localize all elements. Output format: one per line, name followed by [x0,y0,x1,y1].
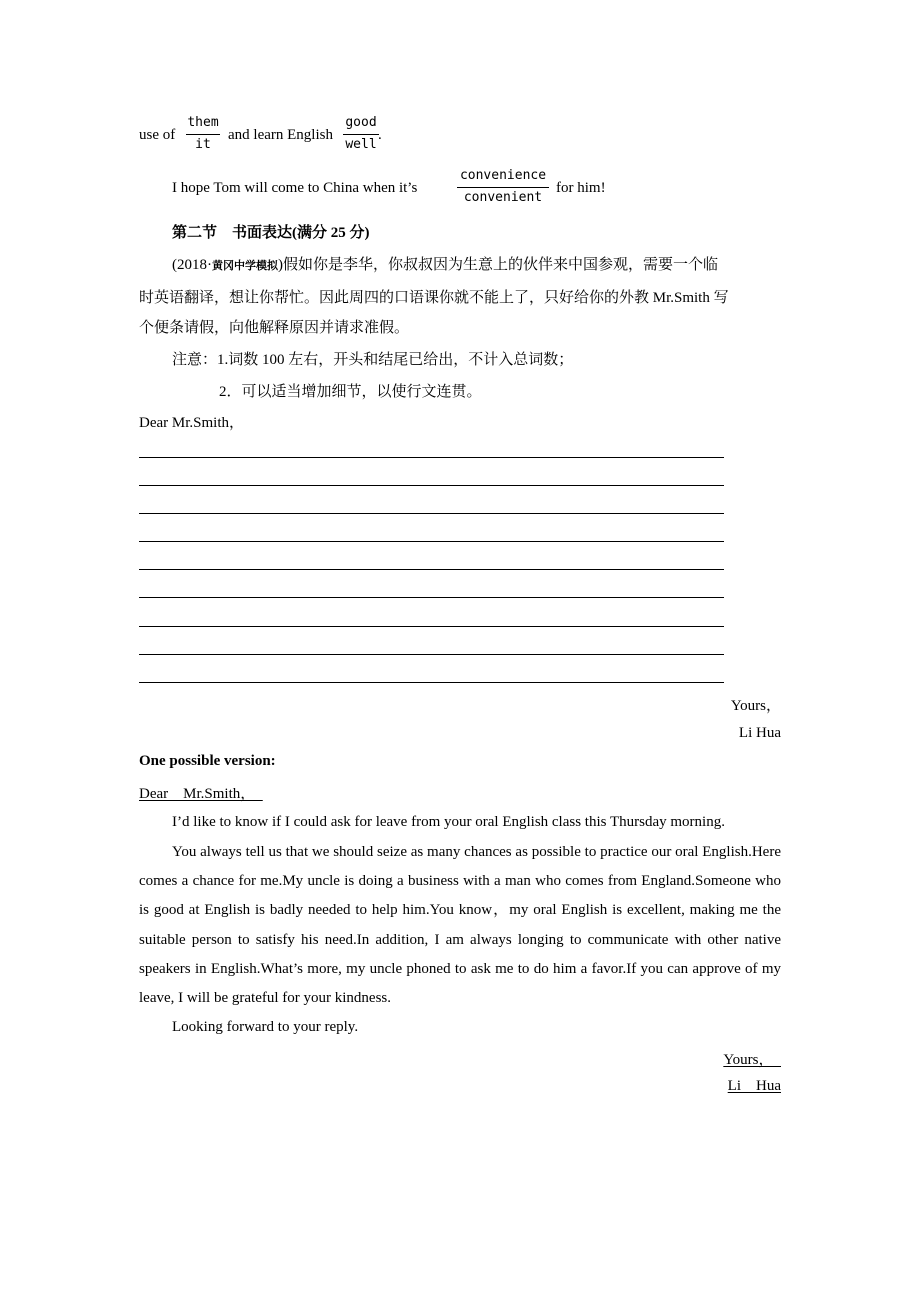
sample-signature: Li Hua [727,1078,781,1094]
task-line-3: 个便条请假，向他解释原因并请求准假。 [139,320,410,336]
fraction-bar [457,187,549,188]
letter-signature: Li Hua [738,725,781,741]
writing-line [139,682,724,683]
writing-line [139,513,724,514]
note-2: 2．可以适当增加细节，以使行文连贯。 [219,384,482,400]
option-top: them [187,115,219,130]
sample-closing: Yours， [723,1052,781,1068]
fraction-bar [343,134,379,135]
line1-prefix: use of [139,127,176,143]
letter-greeting: Dear Mr.Smith， [139,415,244,431]
option-bottom: convenient [463,190,543,205]
line2-suffix: for him! [556,180,606,196]
sample-paragraph-3: Looking forward to your reply. [172,1019,359,1035]
line1-suffix: . [378,127,382,143]
writing-line [139,654,724,655]
sample-paragraph-2: You always tell us that we should seize as many chances as possible to practice our oral English.Here comes a chance for me.My uncle is doing a business with a man who comes from England.Someone who is good at English is badly needed to help him.You know，my oral English is excellent, making me the suitable person to satisfy his need.In addition, I am always longing to communicate with other native speakers in English.What’s more, my uncle phoned to ask me to do him a favor.If you can approve of my leave, I will be grateful for your kindness. [139,844,781,1007]
option-fraction-good-well [343,115,379,153]
writing-line [139,541,724,542]
note-1: 注意：1.词数 100 左右，开头和结尾已给出，不计入总词数； [172,352,574,368]
sample-paragraph-1: I’d like to know if I could ask for leave from your oral English class this Thursday morning. [172,814,725,830]
letter-closing: Yours， [730,698,781,714]
option-fraction-convenience [457,168,549,206]
writing-line [139,457,724,458]
option-fraction-them-it [186,115,220,153]
option-top: good [345,115,377,130]
writing-line [139,569,724,570]
task-source: 黄冈中学模拟 [212,259,278,272]
line2-prefix: I hope Tom will come to China when it’s [172,180,418,196]
option-bottom: well [345,137,377,152]
sample-heading: One possible version: [139,753,276,769]
sample-greeting: Dear Mr.Smith， [139,786,263,802]
fraction-bar [186,134,220,135]
task-line-2: 时英语翻译，想让你帮忙。因此周四的口语课你就不能上了，只好给你的外教 Mr.Smith 写 [139,290,729,306]
option-top: convenience [459,168,547,183]
task-text: )假如你是李华，你叔叔因为生意上的伙伴来中国参观，需要一个临 [278,257,718,273]
writing-line [139,626,724,627]
line1-middle: and learn English [228,127,333,143]
writing-line [139,485,724,486]
option-bottom: it [195,137,211,152]
section-title: 第二节 书面表达(满分 25 分) [172,225,370,241]
task-line-1 [172,253,718,274]
writing-line [139,597,724,598]
task-year: (2018· [172,257,212,273]
